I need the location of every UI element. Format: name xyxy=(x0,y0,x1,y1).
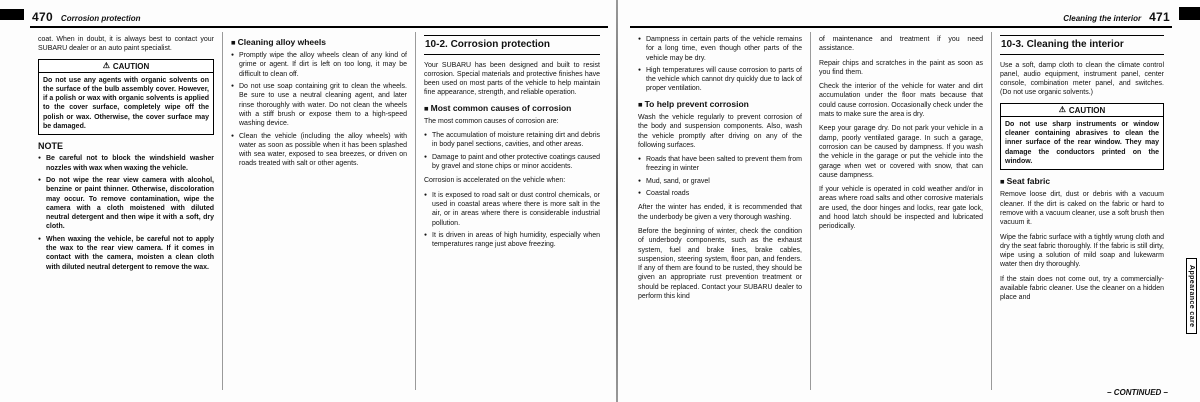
paragraph: After the winter has ended, it is recommended that the underbody be given a very thorough washing. xyxy=(638,204,802,221)
bullet-list xyxy=(424,131,600,171)
continued-marker: – CONTINUED – xyxy=(1107,388,1168,397)
section-heading: 10-2. Corrosion protection xyxy=(424,35,600,55)
right-page-number: 471 xyxy=(1149,10,1170,24)
caution-text: Do not use sharp instruments or window cleaner containing abrasives to clean the inner surface of the rear window. They may damage the conductors printed on the window. xyxy=(1005,120,1159,165)
bullet-item: ● Do not use soap containing grit to clean the wheels. Be sure to use a neutral cleaning agent, and later rinse thoroughly with water. Do not clean the wheels with a stiff brush or expose them to a high-speed washing device. xyxy=(231,82,407,128)
bullet-item: ● The accumulation of moisture retaining dirt and debris in body panel sections, cavities, and other areas. xyxy=(424,131,600,150)
right-page-header xyxy=(630,2,1172,28)
column-5 xyxy=(810,32,991,390)
caution-box xyxy=(38,59,214,136)
paragraph: of maintenance and treatment if you need assistance. xyxy=(819,36,983,53)
paragraph: Your SUBARU has been designed and built to resist corrosion. Special materials and protective finishes have been used on most parts of the vehicle to help maintain fine appearance, strength, and reliable operation. xyxy=(424,61,600,97)
subsection-heading: ■ Most common causes of corrosion xyxy=(424,103,600,113)
column-3 xyxy=(415,32,608,390)
paragraph: Check the interior of the vehicle for water and dirt accumulation under the floor mats because that could cause corrosion. Occasionally check under the mats to make sure the area is dry. xyxy=(819,83,983,119)
paragraph: If the stain does not come out, try a commercially-available fabric cleaner. Use the cleaner on a hidden place and xyxy=(1000,275,1164,302)
caution-header xyxy=(1001,104,1163,117)
right-page-columns xyxy=(630,32,1172,390)
caution-header xyxy=(39,60,213,73)
bullet-item: ● Roads that have been salted to prevent them from freezing in winter xyxy=(638,155,802,174)
column-2 xyxy=(222,32,415,390)
paragraph: Before the beginning of winter, check the condition of underbody components, such as the exhaust system, fuel and brake lines, brake cables, suspension, steering system, floor pan, and fenders. If any of them are found to be rusted, they should be given an appropriate rust prevention treatment or should be replaced. Contact your SUBARU dealer to perform this kind xyxy=(638,227,802,301)
paragraph: coat. When in doubt, it is always best to contact your SUBARU dealer or an auto paint specialist. xyxy=(38,36,214,53)
left-page-title: Corrosion protection xyxy=(60,14,141,23)
right-page-title: Cleaning the interior xyxy=(1063,14,1142,23)
paragraph: The most common causes of corrosion are: xyxy=(424,117,559,125)
column-4 xyxy=(630,32,810,390)
bullet-item: ● Do not wipe the rear view camera with alcohol, benzine or paint thinner. Otherwise, discoloration may occur. To remove contamination, wipe the camera with a cloth moistened with diluted neutral detergent and then wipe it with a soft, dry cloth. xyxy=(38,176,214,232)
paragraph: Repair chips and scratches in the paint as soon as you find them. xyxy=(819,59,983,76)
paragraph: Keep your garage dry. Do not park your vehicle in a damp, poorly ventilated garage. In such a garage, corrosion can be caused by dampness. If you wash the vehicle in the garage or put the vehicle into the garage when wet or covered with snow, that can cause dampness. xyxy=(819,125,983,179)
paragraph: Remove loose dirt, dust or debris with a vacuum cleaner. If the dirt is caked on the fabric or hard to remove with a vacuum cleaner, use a soft brush then vacuum it. xyxy=(1000,191,1164,227)
caution-box xyxy=(1000,103,1164,170)
paragraph: Wash the vehicle regularly to prevent corrosion of the body and suspension components. Also, wash the vehicle promptly after driving on any of the following surfaces. xyxy=(638,113,802,149)
subsection-heading: ■ Seat fabric xyxy=(1000,176,1164,186)
bullet-list xyxy=(638,35,802,94)
paragraph: Corrosion is accelerated on the vehicle when: xyxy=(424,177,566,185)
warning-triangle-icon: ⚠ xyxy=(1058,105,1066,115)
left-page-header xyxy=(30,2,608,28)
page-right xyxy=(618,0,1200,402)
bullet-list xyxy=(424,191,600,250)
bullet-list xyxy=(38,154,214,272)
paragraph: If your vehicle is operated in cold weather and/or in areas where road salts and other corrosive materials are used, the door hinges and locks, rear gate lock, and hood latch should be inspected and lubricated periodically. xyxy=(819,186,983,231)
bullet-list xyxy=(231,51,407,169)
bullet-item: ● Damage to paint and other protective coatings caused by gravel and stone chips or minor accidents. xyxy=(424,153,600,172)
bullet-item: ● Clean the vehicle (including the alloy wheels) with water as soon as possible when it has been splashed with sea water, exposed to sea breezes, or driven on roads treated with salt or other agents. xyxy=(231,132,407,169)
bullet-item: ● It is exposed to road salt or dust control chemicals, or used in coastal areas where there is more salt in the air, or in areas where there is considerable industrial pollution. xyxy=(424,191,600,228)
subsection-heading: ■ To help prevent corrosion xyxy=(638,99,802,109)
left-page-number: 470 xyxy=(32,10,53,24)
bullet-item: ● Be careful not to block the windshield washer nozzles with wax when waxing the vehicle. xyxy=(38,154,214,173)
bullet-item: ● When waxing the vehicle, be careful not to apply the wax to the rear view camera. If it comes in contact with the camera, moisten a clean cloth with diluted neutral detergent to remove the wax. xyxy=(38,235,214,272)
paragraph: Use a soft, damp cloth to clean the climate control panel, audio equipment, instrument panel, center console, combination meter panel, and switches. (Do not use organic solvents.) xyxy=(1000,61,1164,97)
column-1 xyxy=(30,32,222,390)
caution-label: CAUTION xyxy=(112,61,150,71)
caution-text: Do not use any agents with organic solvents on the surface of the bulb assembly cover. However, if a polish or wax with organic solvents is applied to the cover surface, completely wipe off the polish or wax. Otherwise, the cover surface may be damaged. xyxy=(43,76,209,131)
section-heading: 10-3. Cleaning the interior xyxy=(1000,35,1164,55)
bullet-item: ● High temperatures will cause corrosion to parts of the vehicle which cannot dry quickly due to lack of proper ventilation. xyxy=(638,66,802,94)
bullet-item: ● Mud, sand, or gravel xyxy=(638,177,802,186)
subsection-heading: ■ Cleaning alloy wheels xyxy=(231,37,407,47)
bullet-item: ● Coastal roads xyxy=(638,189,802,198)
column-6 xyxy=(991,32,1172,390)
left-page-columns xyxy=(30,32,608,390)
bullet-item: ● Promptly wipe the alloy wheels clean of any kind of grime or agent. If dirt is left on too long, it may be difficult to clean off. xyxy=(231,51,407,79)
bullet-item: ● It is driven in areas of high humidity, especially when temperatures range just above freezing. xyxy=(424,231,600,250)
paragraph: Wipe the fabric surface with a tightly wrung cloth and dry the seat fabric thoroughly. If the fabric is still dirty, wipe using a solution of mild soap and lukewarm water then dry thoroughly. xyxy=(1000,233,1164,269)
bullet-list xyxy=(638,155,802,198)
bullet-item: ● Dampness in certain parts of the vehicle remains for a long time, even though other parts of the vehicle may be dry. xyxy=(638,35,802,63)
chapter-side-tab: Appearance care xyxy=(1186,258,1197,334)
note-heading: NOTE xyxy=(38,141,64,152)
warning-triangle-icon: ⚠ xyxy=(102,61,110,71)
caution-label: CAUTION xyxy=(1068,105,1106,115)
